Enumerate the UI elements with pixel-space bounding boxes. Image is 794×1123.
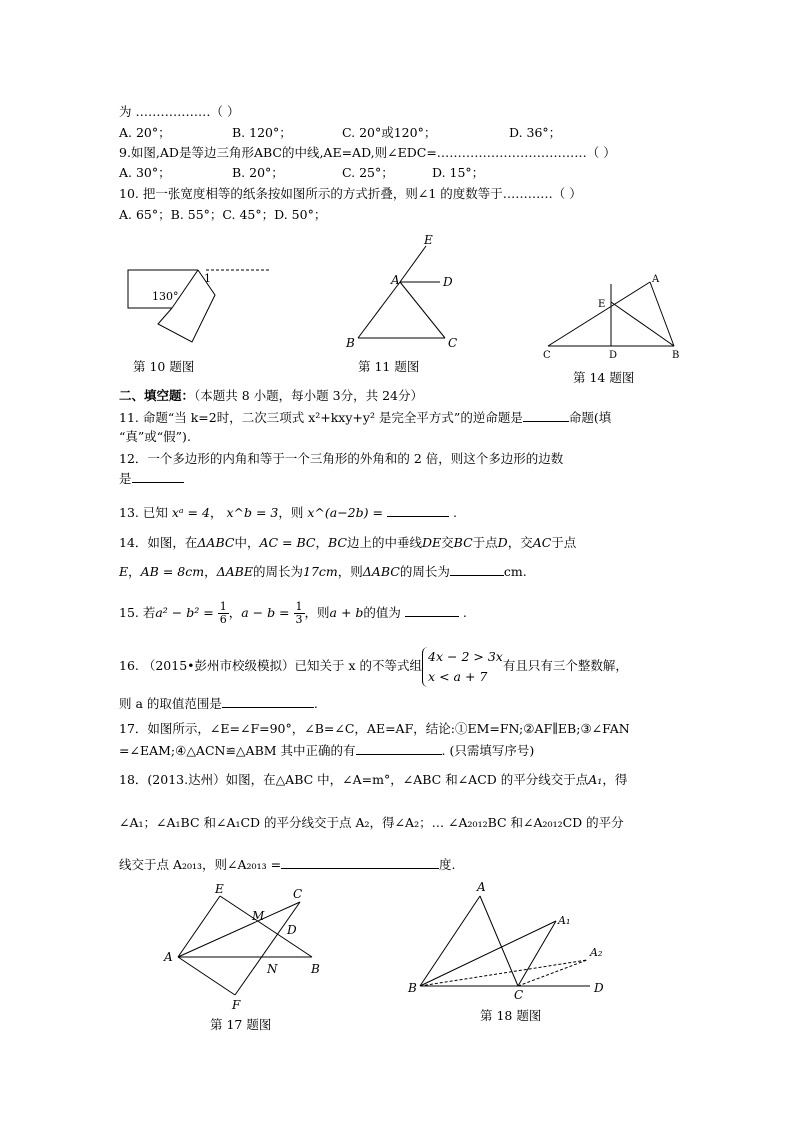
- q18-text-c: ，得: [602, 772, 628, 787]
- fig11-label-c: C: [448, 336, 458, 350]
- fig17-label-m: M: [252, 909, 265, 923]
- q15-mid: ，则: [304, 605, 330, 620]
- q11-blank: [523, 409, 569, 422]
- q8-option-a: A. 20°；: [119, 125, 171, 140]
- fig11-caption: 第 11 题图: [358, 359, 420, 374]
- q18-text-d: 线交于点 A₂₀₁₃，则∠A₂₀₁₃ =: [119, 857, 282, 872]
- fig17-label-b: B: [311, 962, 320, 976]
- q15-prefix: 15. 若: [119, 605, 156, 620]
- q13-prefix: 13. 已知: [119, 505, 168, 520]
- q14-u2: ，: [128, 564, 141, 579]
- fig14-label-c: C: [543, 350, 551, 361]
- q15-f1-den: 6: [219, 613, 227, 626]
- figure-10: [120, 262, 280, 352]
- q18-line1: [119, 771, 627, 789]
- fig10-caption: 第 10 题图: [133, 359, 195, 374]
- q18-blank: [281, 856, 439, 869]
- q18-text-b: A₁: [588, 772, 603, 787]
- q18-line3: [119, 856, 456, 874]
- q14-t5: ，: [315, 535, 328, 550]
- q16-prefix: 16. （2015•彭州市校级模拟）已知关于 x 的不等式组: [119, 658, 423, 673]
- q13-mid: ，则: [278, 505, 304, 520]
- q11-line2: “真”或“假”).: [119, 429, 191, 444]
- q16-line2: [119, 695, 318, 713]
- q11-text: 11. 命题“当 k=2时，二次三项式 x²+kxy+y² 是完全平方式”的逆命题是: [119, 410, 523, 425]
- q18-text-e: 度.: [439, 857, 456, 872]
- q14-u11: cm.: [503, 564, 527, 579]
- fig18-label-b: B: [408, 981, 417, 995]
- q15-f2-num: 1: [295, 600, 303, 613]
- q14-u6: 的周长为: [252, 564, 303, 579]
- fig14-label-d: D: [609, 350, 618, 361]
- figure-18: [400, 878, 615, 1003]
- q14-u8: ，则: [337, 564, 363, 579]
- q11-line1: [119, 409, 611, 427]
- q14-t8: DE: [421, 535, 442, 550]
- q14-t3: 中，: [234, 535, 260, 550]
- q14-t1: 14．如图，在: [119, 535, 198, 550]
- q14-u1: E: [119, 564, 129, 579]
- q16-dot: .: [313, 696, 318, 711]
- q9-option-d: D. 15°；: [432, 165, 485, 180]
- fig18-label-a2: A₂: [590, 946, 603, 959]
- q14-u9: ΔABC: [362, 564, 400, 579]
- fig18-label-a: A: [477, 880, 486, 894]
- q13-blank: [387, 504, 449, 517]
- q16-blank: [222, 695, 314, 708]
- fig17-label-f: F: [232, 998, 241, 1012]
- q15-expr1: a² − b² =: [155, 605, 214, 620]
- section-2-heading: [119, 387, 423, 405]
- q9-option-c: C. 25°；: [342, 165, 394, 180]
- q9-options: [119, 164, 484, 182]
- q8-options: [119, 124, 561, 142]
- q8-tail: 为 ………………（ ）: [119, 104, 240, 119]
- q15-dot: .: [462, 605, 467, 620]
- fig14-label-b: B: [672, 350, 680, 361]
- fig14-label-a: A: [652, 274, 660, 285]
- fig14-caption: 第 14 题图: [573, 370, 635, 385]
- q13-line: 13. 已知 xᵃ = 4， x^b = 3，则 x^(a−2b) = .: [119, 505, 457, 520]
- q13-expr2: x^b = 3: [226, 505, 279, 520]
- q16-system: [422, 647, 503, 687]
- q14-u3: AB = 8cm: [140, 564, 205, 579]
- q13-expr3: x^(a−2b) =: [307, 505, 383, 520]
- q12-line1: 12．一个多边形的内角和等于一个三角形的外角和的 2 倍，则这个多边形的边数: [119, 451, 564, 466]
- q10-question: 10. 把一张宽度相等的纸条按如图所示的方式折叠，则∠1 的度数等于…………（ ）: [119, 186, 582, 201]
- q14-t12: D: [497, 535, 508, 550]
- q17-blank: [356, 742, 442, 755]
- q17-text: =∠EAM;④△ACN≌△ABM 其中正确的有: [119, 743, 356, 758]
- q12-text: 是: [119, 471, 132, 486]
- section-2-title: 二、填空题：: [119, 388, 195, 403]
- fig17-label-c: C: [293, 887, 303, 901]
- fig14-label-e: E: [598, 299, 606, 310]
- q14-t11: 于点: [472, 535, 498, 550]
- q8-option-b: B. 120°；: [232, 125, 292, 140]
- q15-expr2: a − b =: [241, 605, 290, 620]
- q9-option-a: A. 30°；: [119, 165, 171, 180]
- q17-text-end: . (只需填写序号): [441, 743, 535, 758]
- q15-expr3: a + b: [329, 605, 364, 620]
- q14-t4: AC = BC: [259, 535, 316, 550]
- fig10-angle-label: 130°: [152, 290, 179, 303]
- q14-blank: [450, 563, 504, 576]
- fig17-label-n: N: [267, 962, 278, 976]
- q18-line2: ∠A₁；∠A₁BC 和∠A₁CD 的平分线交于点 A₂，得∠A₂；… ∠A₂₀₁₂BC 和∠A₂₀₁₂CD 的平分: [119, 815, 624, 830]
- figure-17: [160, 882, 330, 1014]
- section-2-note: （本题共 8 小题，每小题 3分，共 24分）: [194, 388, 423, 403]
- q13-end: .: [452, 505, 457, 520]
- q17-line2: [119, 742, 534, 760]
- q14-line1: [119, 534, 576, 552]
- q14-t6: BC: [327, 535, 347, 550]
- q15-sep: ，: [228, 605, 242, 620]
- q8-option-d: D. 36°；: [509, 125, 562, 140]
- fig18-label-c: C: [514, 988, 524, 1002]
- fig18-caption: 第 18 题图: [480, 1008, 542, 1023]
- q14-t15: 于点: [551, 535, 577, 550]
- q14-u5: ΔABE: [216, 564, 253, 579]
- q15-f2-den: 3: [295, 613, 303, 626]
- q18-text-a: 18．(2013.达州）如图，在△ABC 中，∠A=m°，∠ABC 和∠ACD 的平分线交于点: [119, 772, 589, 787]
- q10-options: A. 65°；B. 55°；C. 45°；D. 50°；: [119, 207, 327, 222]
- fig17-caption: 第 17 题图: [210, 1017, 272, 1032]
- q16-text: 则 a 的取值范围是: [119, 696, 222, 711]
- q15-fraction-1: [218, 601, 229, 626]
- fig18-label-a1: A₁: [558, 914, 571, 927]
- q12-blank: [132, 470, 184, 483]
- q11-text-end: 命题(填: [568, 410, 612, 425]
- figure-11: [340, 232, 470, 357]
- q14-t10: BC: [453, 535, 473, 550]
- q15-line: [119, 596, 467, 630]
- fig17-label-a: A: [164, 950, 173, 964]
- q8-option-c: C. 20°或120°；: [342, 125, 437, 140]
- q14-line2: [119, 563, 527, 581]
- q14-t14: AC: [532, 535, 552, 550]
- q14-u10: 的周长为: [399, 564, 450, 579]
- fig11-label-e: E: [424, 233, 433, 247]
- q14-t13: ，交: [507, 535, 533, 550]
- q15-blank: [405, 604, 459, 617]
- fig17-label-d: D: [287, 923, 297, 937]
- q15-f1-num: 1: [219, 600, 227, 613]
- fig10-one-label: 1: [204, 272, 211, 285]
- fig11-label-d: D: [443, 275, 453, 289]
- q16-ineq1: 4x − 2 > 3x: [428, 648, 503, 664]
- fig11-label-a: A: [391, 273, 400, 287]
- q9-question: 9.如图,AD是等边三角形ABC的中线,AE=AD,则∠EDC=………………………………（ ）: [119, 145, 616, 160]
- q16-suffix: 有且只有三个整数解，: [502, 658, 628, 673]
- q14-t9: 交: [441, 535, 454, 550]
- q14-u7: 17cm: [303, 564, 338, 579]
- q9-option-b: B. 20°；: [232, 165, 284, 180]
- fig17-label-e: E: [215, 882, 224, 896]
- q17-line1: 17．如图所示，∠E=∠F=90°，∠B=∠C，AE=AF，结论:①EM=FN;②AF∥EB;③∠FAN: [119, 721, 630, 736]
- q16-ineq2: x < a + 7: [428, 668, 488, 684]
- q14-t2: ΔABC: [197, 535, 235, 550]
- q14-t7: 边上的中垂线: [346, 535, 422, 550]
- q14-u4: ，: [204, 564, 217, 579]
- figure-14: [538, 270, 688, 365]
- q12-line2: [119, 470, 184, 488]
- q15-fraction-2: [294, 601, 305, 626]
- q13-expr1: xᵃ = 4: [171, 505, 210, 520]
- q16-line1: [119, 644, 628, 688]
- fig11-label-b: B: [346, 336, 355, 350]
- q15-end: 的值为: [363, 605, 401, 620]
- fig18-label-d: D: [594, 981, 604, 995]
